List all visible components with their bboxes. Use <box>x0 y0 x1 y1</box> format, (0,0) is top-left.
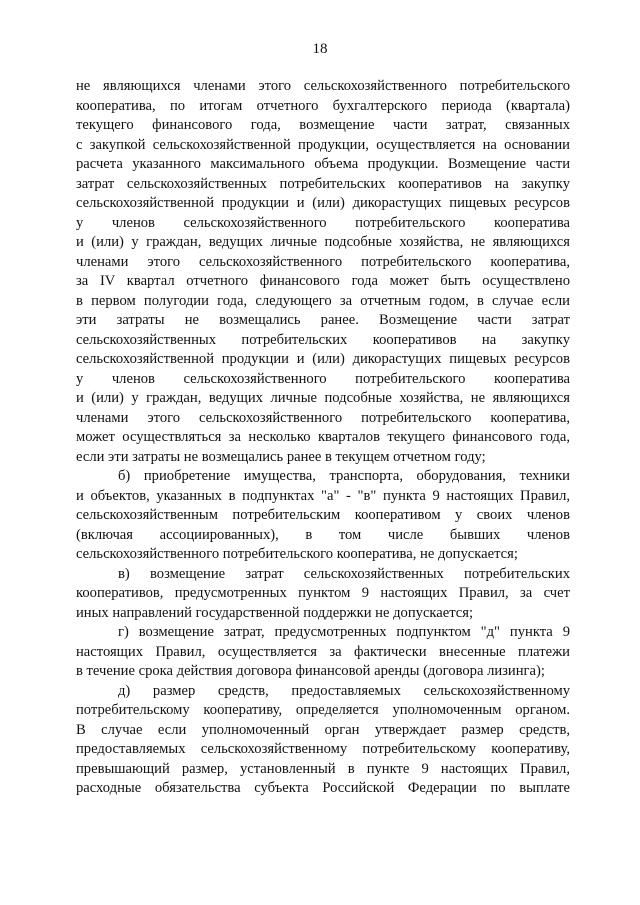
text-line: и объектов, указанных в подпунктах "а" - "в" пункта 9 настоящих Правил, <box>76 487 570 504</box>
text-line: сельскохозяйственных потребительских кооперативов на закупку <box>76 331 570 348</box>
text-line: членами этого сельскохозяйственного потребительского кооператива, <box>76 253 570 270</box>
text-line: сельскохозяйственной продукции и (или) дикорастущих пищевых ресурсов <box>76 351 570 367</box>
text-line: кооперативов, предусмотренных пунктом 9 настоящих Правил, за счет <box>76 585 570 601</box>
text-line: и (или) у граждан, ведущих личные подсобные хозяйства, не являющихся <box>76 390 570 406</box>
text-line: текущего финансового года, возмещение части затрат, связанных <box>76 117 570 133</box>
text-line: предоставляемых сельскохозяйственному потребительскому кооперативу, <box>76 741 570 757</box>
document-body-text <box>76 77 570 799</box>
text-line: расходные обязательства субъекта Российской Федерации по выплате <box>76 780 570 796</box>
text-line: г) возмещение затрат, предусмотренных подпунктом "д" пункта 9 <box>118 624 570 640</box>
text-line: настоящих Правил, осуществляется за фактически внесенные платежи <box>76 643 570 660</box>
text-line: сельскохозяйственной продукции и (или) дикорастущих пищевых ресурсов <box>76 195 570 211</box>
text-line: в) возмещение затрат сельскохозяйственных потребительских <box>118 565 570 582</box>
text-line: эти затраты не возмещались ранее. Возмещение части затрат <box>76 312 570 328</box>
text-line: превышающий размер, установленный в пункте 9 настоящих Правил, <box>76 760 570 777</box>
text-line: с закупкой сельскохозяйственной продукции, осуществляется на основании <box>76 136 570 153</box>
text-line: может осуществляться за несколько кварталов текущего финансового года, <box>76 429 570 445</box>
text-line: (включая ассоциированных), в том числе бывших членов <box>76 526 570 543</box>
text-line: затрат сельскохозяйственных потребительских кооперативов на закупку <box>76 175 570 192</box>
text-line: сельскохозяйственного потребительского кооператива, не допускается; <box>76 546 518 562</box>
text-line: в течение срока действия договора финансовой аренды (договора лизинга); <box>76 663 545 679</box>
text-line: В случае если уполномоченный орган утверждает размер средств, <box>76 721 570 738</box>
text-line: не являющихся членами этого сельскохозяйственного потребительского <box>76 78 570 94</box>
text-line: б) приобретение имущества, транспорта, оборудования, техники <box>118 468 570 484</box>
text-line: д) размер средств, предоставляемых сельскохозяйственному <box>118 682 570 699</box>
text-line: членами этого сельскохозяйственного потребительского кооператива, <box>76 409 570 426</box>
text-line: и (или) у граждан, ведущих личные подсобные хозяйства, не являющихся <box>76 234 570 250</box>
page-number: 18 <box>312 41 328 57</box>
text-line: потребительскому кооперативу, определяется уполномоченным органом. <box>76 702 570 718</box>
text-line: у членов сельскохозяйственного потребительского кооператива <box>76 214 570 231</box>
text-line: иных направлений государственной поддержки не допускается; <box>76 604 474 621</box>
text-line: в первом полугодии года, следующего за отчетным годом, в случае если <box>76 292 570 309</box>
text-line: сельскохозяйственным потребительским кооперативом у своих членов <box>76 507 570 523</box>
text-line: у членов сельскохозяйственного потребительского кооператива <box>76 370 570 387</box>
text-line: за IV квартал отчетного финансового года может быть осуществлено <box>76 273 570 289</box>
text-line: кооператива, по итогам отчетного бухгалтерского периода (квартала) <box>76 97 570 114</box>
text-line: расчета указанного максимального объема продукции. Возмещение части <box>76 156 570 172</box>
text-line: если эти затраты не возмещались ранее в текущем отчетном году; <box>76 448 486 465</box>
